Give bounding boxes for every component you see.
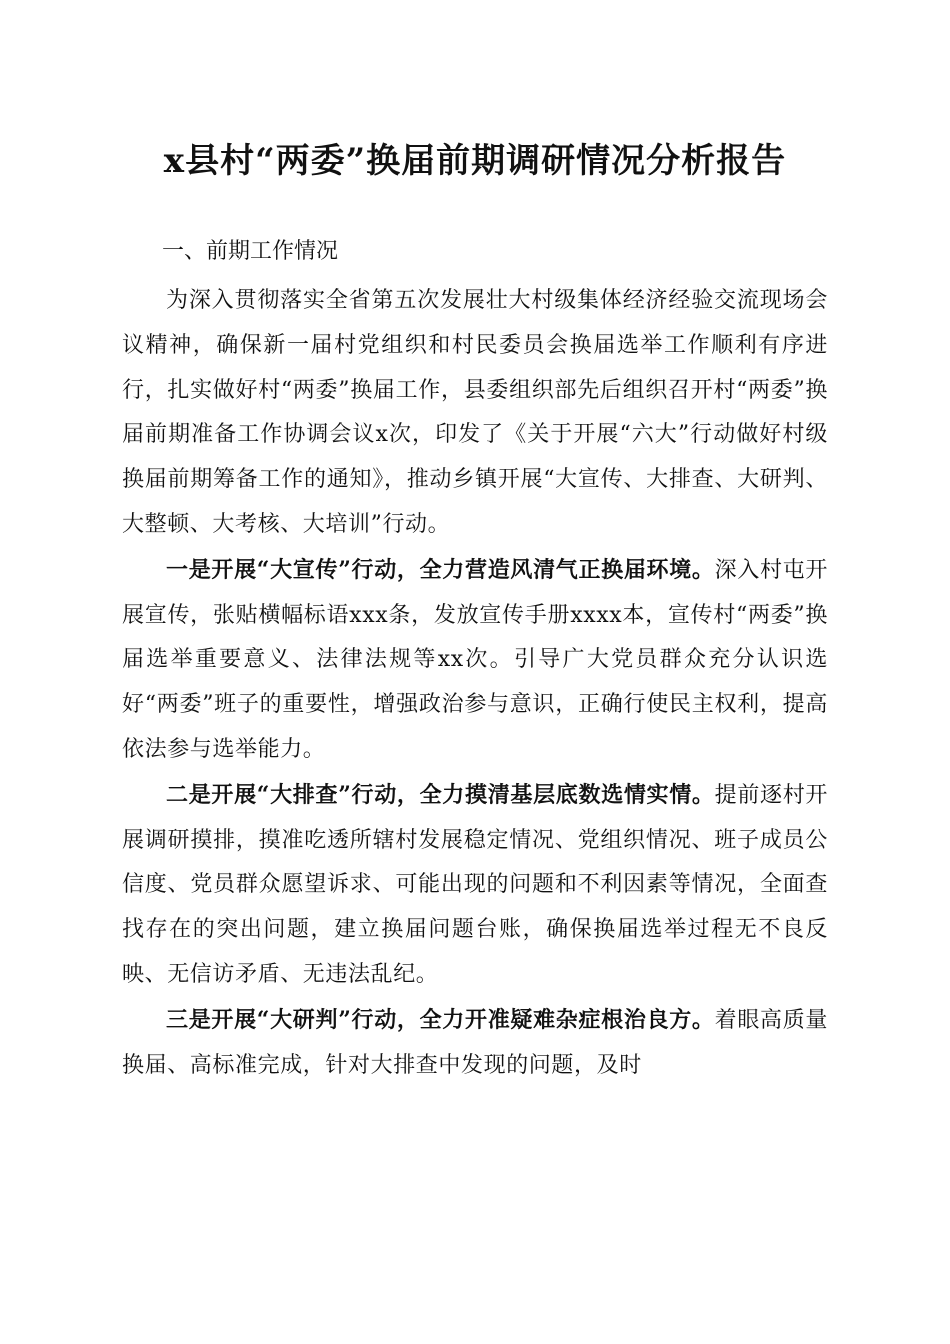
- document-body: [122, 278, 828, 1088]
- paragraph-lead: 二是开展“大排查”行动，全力摸清基层底数选情实情。: [166, 781, 715, 808]
- paragraph-lead: 一是开展“大宣传”行动，全力营造风清气正换届环境。: [166, 556, 715, 583]
- paragraph-text: 为深入贯彻落实全省第五次发展壮大村级集体经济经验交流现场会议精神，确保新一届村党组织和村民委员会换届选举工作顺利有序进行，扎实做好村“两委”换届工作，县委组织部先后组织召开村“两委”换届前期准备工作协调会议x次，印发了《关于开展“六大”行动做好村级换届前期筹备工作的通知》，推动乡镇开展“大宣传、大排查、大研判、大整顿、大考核、大培训”行动。: [122, 288, 828, 537]
- paragraph-publicity: [122, 548, 828, 773]
- section-heading: 一、前期工作情况: [162, 239, 339, 264]
- paragraph-text: 提前逐村开展调研摸排，摸准吃透所辖村发展稳定情况、党组织情况、班子成员公信度、党员群众愿望诉求、可能出现的问题和不利因素等情况，全面查找存在的突出问题，建立换届问题台账，确保换届选举过程无不良反映、无信访矛盾、无违法乱纪。: [122, 782, 828, 987]
- paragraph-lead: 三是开展“大研判”行动，全力开准疑难杂症根治良方。: [166, 1006, 715, 1033]
- paragraph-intro: [122, 278, 828, 548]
- paragraph-investigation: [122, 773, 828, 998]
- paragraph-text: 深入村屯开展宣传，张贴横幅标语xxx条，发放宣传手册xxxx本，宣传村“两委”换届选举重要意义、法律法规等xx次。引导广大党员群众充分认识选好“两委”班子的重要性，增强政治参与意识，正确行使民主权利，提高依法参与选举能力。: [122, 557, 828, 762]
- document-title: x县村“两委”换届前期调研情况分析报告: [163, 141, 787, 181]
- paragraph-analysis: [122, 998, 828, 1089]
- paragraph-text: 着眼高质量换届、高标准完成，针对大排查中发现的问题，及时: [122, 1007, 828, 1078]
